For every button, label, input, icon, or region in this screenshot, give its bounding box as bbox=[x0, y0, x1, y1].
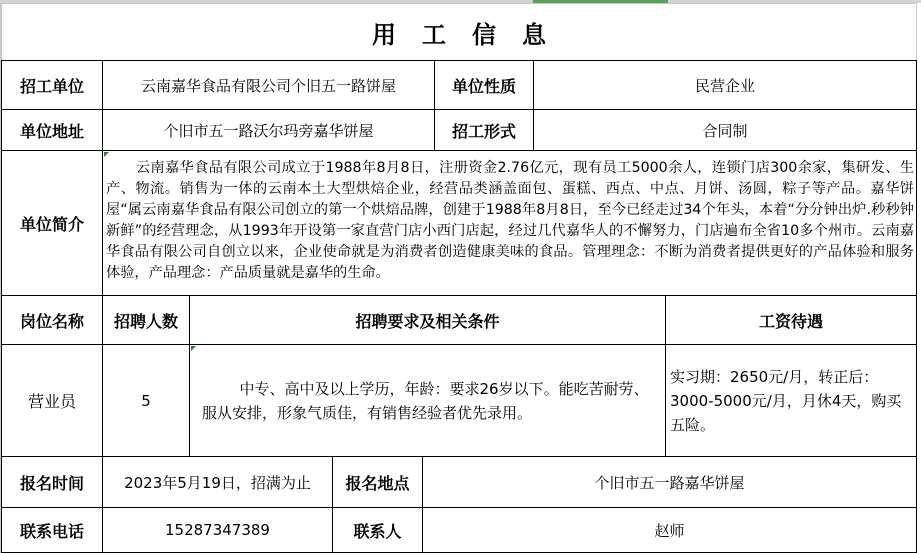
comment-marker-icon bbox=[191, 346, 196, 351]
hire-form-label: 招工形式 bbox=[451, 121, 516, 141]
address-label-cell bbox=[1, 110, 103, 151]
table-row-position[interactable] bbox=[1, 345, 103, 457]
table-row-requirements[interactable] bbox=[190, 345, 666, 457]
signup-time-value-cell[interactable] bbox=[103, 456, 333, 508]
job-requirements-value: 中专、高中及以上学历，年龄：要求26岁以下。能吃苦耐劳、服从安排，形象气质佳，有销售经验者优先录用。 bbox=[202, 379, 649, 422]
job-count-value: 5 bbox=[141, 391, 151, 410]
contact-label-cell bbox=[333, 508, 423, 553]
address-label: 单位地址 bbox=[19, 121, 84, 141]
job-position-value: 营业员 bbox=[27, 392, 76, 411]
contact-value-cell[interactable] bbox=[423, 508, 917, 553]
jobs-header-salary-text: 工资待遇 bbox=[758, 311, 823, 331]
jobs-header-count-text: 招聘人数 bbox=[113, 311, 178, 331]
table-row-count[interactable] bbox=[103, 345, 190, 457]
employer-value: 云南嘉华食品有限公司个旧五一路饼屋 bbox=[140, 76, 396, 95]
nature-label: 单位性质 bbox=[451, 76, 516, 96]
employer-label-cell bbox=[1, 60, 103, 110]
signup-time-value: 2023年5月19日，招满为止 bbox=[124, 473, 311, 492]
nature-value: 民营企业 bbox=[694, 76, 755, 95]
jobs-header-position bbox=[1, 296, 103, 345]
signup-place-label-cell bbox=[333, 456, 423, 508]
phone-value: 15287347389 bbox=[165, 521, 270, 539]
signup-place-value: 个旧市五一路嘉华饼屋 bbox=[594, 473, 745, 492]
hire-form-label-cell bbox=[435, 110, 534, 151]
hire-form-value: 合同制 bbox=[702, 121, 748, 140]
jobs-header-position-text: 岗位名称 bbox=[19, 311, 84, 331]
jobs-header-requirements bbox=[190, 296, 666, 345]
employer-value-cell[interactable] bbox=[103, 60, 435, 110]
table-row-salary[interactable] bbox=[666, 345, 917, 457]
employer-label: 招工单位 bbox=[19, 76, 84, 96]
jobs-header-salary bbox=[666, 296, 917, 345]
contact-value: 赵师 bbox=[654, 521, 685, 540]
signup-place-label: 报名地点 bbox=[345, 473, 410, 493]
nature-value-cell[interactable] bbox=[534, 60, 917, 110]
phone-label-cell bbox=[1, 508, 103, 553]
signup-time-label-cell bbox=[1, 456, 103, 508]
address-value: 个旧市五一路沃尔玛旁嘉华饼屋 bbox=[163, 121, 374, 140]
jobs-header-count bbox=[103, 296, 190, 345]
intro-label: 单位简介 bbox=[19, 214, 84, 234]
contact-label: 联系人 bbox=[353, 521, 402, 541]
comment-marker-icon bbox=[104, 152, 109, 157]
job-salary-value: 实习期：2650元/月，转正后：3000-5000元/月，月休4天，购买五险。 bbox=[670, 367, 902, 434]
selected-column-indicator bbox=[533, 0, 668, 3]
signup-place-value-cell[interactable] bbox=[423, 456, 917, 508]
phone-label: 联系电话 bbox=[19, 521, 84, 541]
signup-time-label: 报名时间 bbox=[19, 473, 84, 493]
page-title bbox=[2, 4, 916, 60]
intro-value-cell[interactable] bbox=[103, 151, 917, 296]
intro-text: 云南嘉华食品有限公司成立于1988年8月8日，注册资金2.76亿元，现有员工5000余人，连锁门店300余家，集研发、生产、物流。销售为一体的云南本土大型烘焙企业，经营品类涵盖面包、蛋糕、西点、中点、月饼、汤圆，粽子等产品。嘉华饼屋“属云南嘉华食品有限公司创立的第一个烘焙品牌，创建于1988年8月8日，至今已经走过34个年头，本着“分分钟出炉.秒秒钟新鲜”的经营理念，从1993年开设第一家直营门店小西门店起，经过几代嘉华人的不懈努力，门店遍布全省10多个州市。云南嘉华食品有限公司自创立以来，企业使命就是为消费者创造健康美味的食品。管理理念：不断为消费者提供更好的产品体验和服务体验，产品理念：产品质量就是嘉华的生命。 bbox=[106, 160, 914, 281]
nature-label-cell bbox=[435, 60, 534, 110]
jobs-header-requirements-text: 招聘要求及相关条件 bbox=[355, 311, 500, 331]
hire-form-value-cell[interactable] bbox=[534, 110, 917, 151]
intro-label-cell bbox=[1, 151, 103, 296]
address-value-cell[interactable] bbox=[103, 110, 435, 151]
phone-value-cell[interactable] bbox=[103, 508, 333, 553]
page-title-text: 用工信息 bbox=[372, 20, 572, 49]
